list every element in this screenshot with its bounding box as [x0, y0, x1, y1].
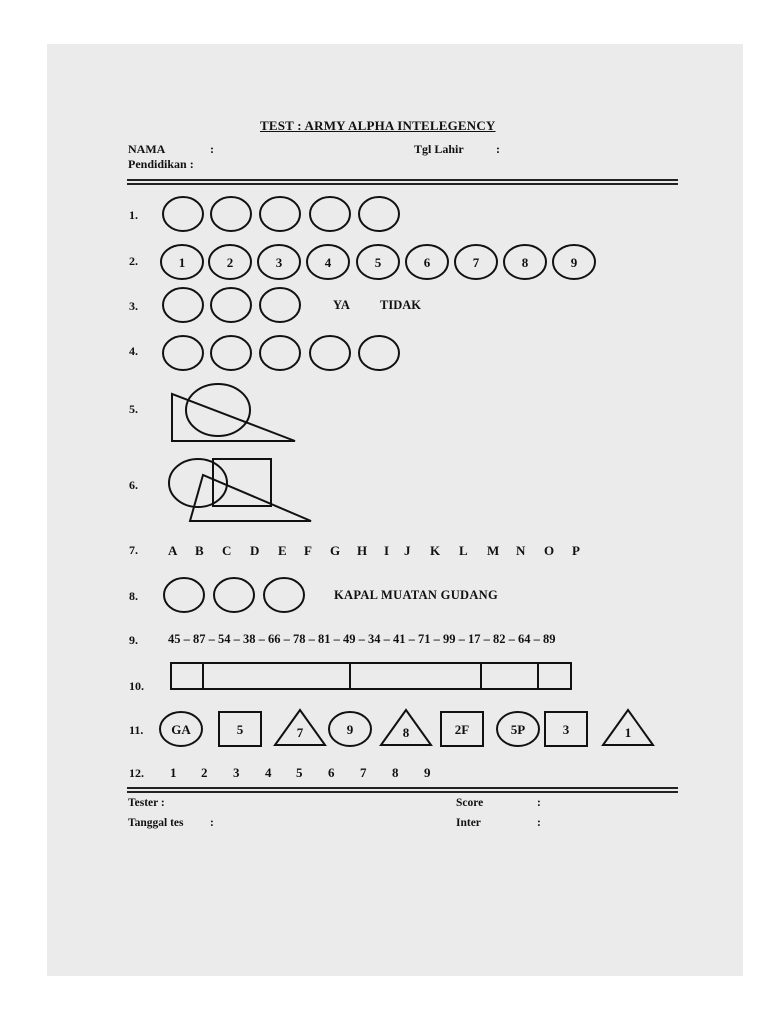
item-11-shape-label: 8 [402, 725, 410, 740]
item-8-words: KAPAL MUATAN GUDANG [334, 588, 499, 602]
item-7-letter: G [330, 543, 341, 558]
item-11-square [545, 712, 587, 746]
nama-label: NAMA [128, 142, 166, 156]
item-7-letter: M [487, 543, 500, 558]
item-11-circle [160, 712, 202, 746]
item-2-circle-label: 1 [178, 255, 186, 270]
item-number-4: 4. [129, 344, 138, 358]
item-3-ya: YA [333, 298, 350, 312]
item-12-number: 9 [424, 765, 431, 780]
item-number-11: 11. [129, 723, 144, 737]
item-3-tidak: TIDAK [380, 298, 421, 312]
item-11-triangle [275, 710, 325, 745]
item-number-5: 5. [129, 402, 138, 416]
item-11-circle [329, 712, 371, 746]
item-11-square [219, 712, 261, 746]
item-2-circle-label: 6 [423, 255, 431, 270]
item-number-3: 3. [129, 299, 138, 313]
item-7-letter: F [304, 543, 312, 558]
item-7-letter: I [384, 543, 390, 558]
item-7-letter: B [195, 543, 204, 558]
tanggal-tes-label: Tanggal tes [128, 817, 184, 829]
pendidikan-label: Pendidikan : [128, 157, 194, 171]
score-label: Score [456, 797, 484, 809]
item-number-6: 6. [129, 478, 138, 492]
inter-label: Inter [456, 817, 481, 829]
item-11-triangle [603, 710, 653, 745]
item-7-letter: J [404, 543, 411, 558]
item-number-10: 10. [129, 679, 144, 693]
item-2-circle-label: 7 [472, 255, 480, 270]
item-11-triangle [381, 710, 431, 745]
item-12-number: 6 [328, 765, 335, 780]
nama-colon: : [210, 142, 214, 156]
score-colon: : [537, 797, 541, 809]
item-11-shape-label: 2F [454, 722, 470, 737]
item-2-circle-label: 8 [521, 255, 529, 270]
item-12-number: 5 [296, 765, 303, 780]
item-12-number: 3 [233, 765, 240, 780]
item-2-circle-label: 4 [324, 255, 332, 270]
item-12-number: 2 [201, 765, 208, 780]
item-7-letter: D [250, 543, 260, 558]
item-2-circle-label: 5 [374, 255, 382, 270]
tgl-lahir-colon: : [496, 142, 500, 156]
item-7-letter: L [459, 543, 468, 558]
item-7-letter: E [278, 543, 287, 558]
item-11-shape-label: 5P [510, 722, 526, 737]
item-7-letter: A [168, 543, 178, 558]
item-12-number: 7 [360, 765, 367, 780]
item-7-letter: K [430, 543, 441, 558]
item-11-shape-label: 1 [624, 725, 632, 740]
item-number-12: 12. [129, 766, 144, 780]
tgl-lahir-label: Tgl Lahir [414, 142, 464, 156]
item-12-number: 8 [392, 765, 399, 780]
item-number-2: 2. [129, 254, 138, 268]
item-11-shape-label: 3 [562, 722, 570, 737]
item-11-shape-label: 9 [346, 722, 354, 737]
tester-label: Tester : [128, 797, 165, 809]
footer-rule-bottom [127, 791, 678, 793]
item-12-number: 1 [170, 765, 177, 780]
tanggal-tes-colon: : [210, 817, 214, 829]
item-7-letter: O [544, 543, 555, 558]
item-number-8: 8. [129, 589, 138, 603]
footer-rule-top [127, 787, 678, 789]
item-number-1: 1. [129, 208, 138, 222]
item-9-sequence: 45 – 87 – 54 – 38 – 66 – 78 – 81 – 49 – 34 – 41 – 71 – 99 – 17 – 82 – 64 – 89 [168, 632, 556, 646]
item-11-circle [497, 712, 539, 746]
item-11-shape-label: 7 [296, 725, 304, 740]
item-7-letter: H [357, 543, 368, 558]
item-number-9: 9. [129, 633, 138, 647]
item-7-letter: N [516, 543, 526, 558]
item-2-circle-label: 2 [226, 255, 234, 270]
item-11-square [441, 712, 483, 746]
page-title: TEST : ARMY ALPHA INTELEGENCY [260, 118, 496, 133]
item-7-letter: P [572, 543, 580, 558]
item-12-number: 4 [265, 765, 272, 780]
item-number-7: 7. [129, 543, 138, 557]
inter-colon: : [537, 817, 541, 829]
item-2-circle-label: 3 [275, 255, 283, 270]
item-7-letter: C [222, 543, 232, 558]
item-11-shape-label: 5 [236, 722, 244, 737]
item-11-shape-label: GA [171, 722, 191, 737]
item-2-circle-label: 9 [570, 255, 578, 270]
